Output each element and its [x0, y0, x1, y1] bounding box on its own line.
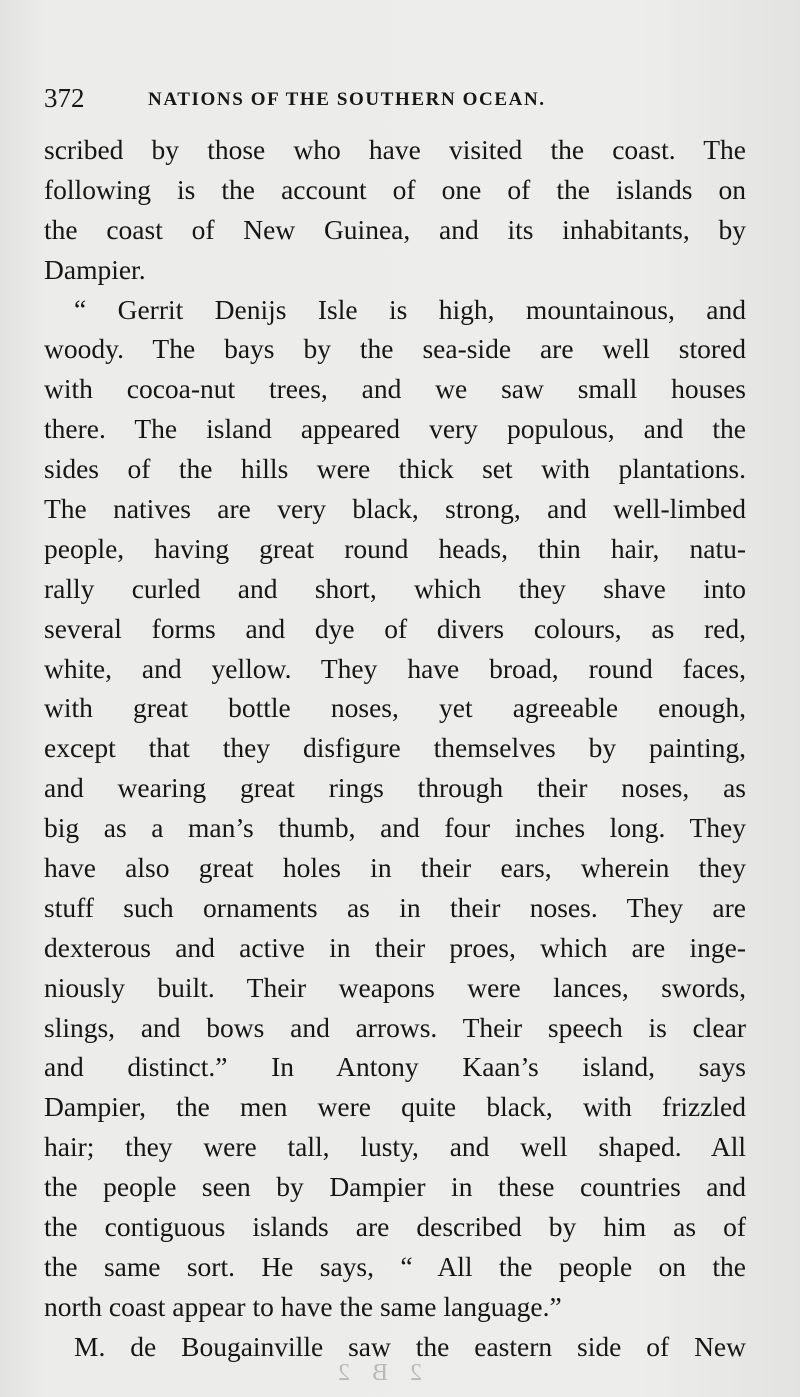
text-line: white, and yellow. They have broad, round faces,	[44, 652, 746, 684]
text-line: M. de Bougainville saw the eastern side of New	[74, 1330, 746, 1362]
text-line: “ Gerrit Denijs Isle is high, mountainous, and	[74, 293, 746, 325]
text-line: people, having great round heads, thin hair, natu-	[44, 532, 746, 564]
text-line: there. The island appeared very populous, and the	[44, 413, 746, 445]
text-line: sides of the hills were thick set with plantations.	[44, 453, 746, 485]
text-line: dexterous and active in their proes, which are inge-	[44, 931, 746, 963]
text-line: the coast of New Guinea, and its inhabitants, by	[44, 213, 746, 245]
text-line: the contiguous islands are described by him as of	[44, 1211, 746, 1243]
text-line: and wearing great rings through their noses, as	[44, 772, 746, 804]
text-line: niously built. Their weapons were lances, swords,	[44, 971, 746, 1003]
text-line: Dampier.	[44, 253, 146, 285]
running-title: NATIONS OF THE SOUTHERN OCEAN.	[148, 89, 546, 110]
text-line: woody. The bays by the sea-side are well stored	[44, 333, 746, 365]
page-number: 372	[44, 83, 85, 113]
text-line: scribed by those who have visited the coast. The	[44, 134, 746, 165]
text-line: The natives are very black, strong, and well-limbed	[44, 493, 746, 525]
text-line: with cocoa-nut trees, and we saw small houses	[44, 373, 746, 405]
text-line: with great bottle noses, yet agreeable enough,	[44, 692, 746, 724]
signature-mark: 2 B 2	[330, 1360, 423, 1386]
text-line: several forms and dye of divers colours, as red,	[44, 612, 746, 644]
text-line: stuff such ornaments as in their noses. They are	[44, 891, 746, 923]
text-line: slings, and bows and arrows. Their speech is clear	[44, 1011, 746, 1043]
text-line: except that they disfigure themselves by painting,	[44, 732, 746, 764]
text-line: the people seen by Dampier in these countries and	[44, 1171, 746, 1203]
text-line: the same sort. He says, “ All the people on the	[44, 1250, 746, 1282]
text-line: north coast appear to have the same language.”	[44, 1290, 562, 1322]
page-header	[44, 78, 744, 118]
text-line: big as a man’s thumb, and four inches long. They	[44, 812, 746, 844]
text-line: and distinct.” In Antony Kaan’s island, says	[44, 1051, 746, 1083]
text-line: Dampier, the men were quite black, with frizzled	[44, 1091, 746, 1123]
text-line: hair; they were tall, lusty, and well shaped. All	[44, 1131, 746, 1163]
text-line: following is the account of one of the islands on	[44, 173, 746, 205]
text-line: rally curled and short, which they shave into	[44, 572, 746, 604]
body-text	[44, 130, 746, 1367]
text-line: have also great holes in their ears, wherein they	[44, 852, 746, 884]
